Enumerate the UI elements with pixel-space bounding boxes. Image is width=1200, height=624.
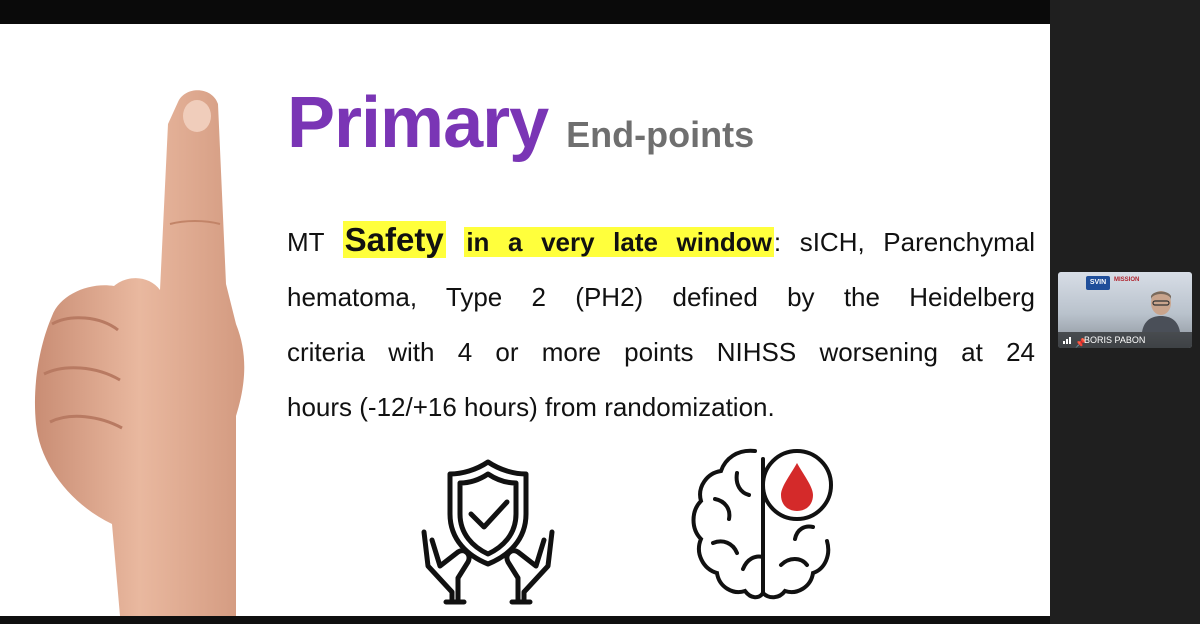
- body-line-1: [287, 212, 1035, 270]
- participant-name: BORIS PABON: [1084, 335, 1146, 345]
- body-line-4: hours (-12/+16 hours) from randomization.: [287, 392, 775, 422]
- top-bar: [0, 0, 1200, 24]
- safety-shield-hands-icon: [418, 456, 558, 606]
- body-text-mt: MT: [287, 227, 343, 257]
- brain-blood-drop-icon: [685, 429, 835, 609]
- title-endpoints: End-points: [566, 114, 755, 155]
- title-primary: Primary: [287, 83, 549, 163]
- slide-body-text: [287, 212, 1035, 435]
- highlight-safety: Safety: [344, 221, 444, 258]
- body-text-sich: : sICH, Parenchymal: [773, 227, 1036, 257]
- participant-name-bar: [1058, 332, 1192, 348]
- highlight-late-window: in a very late window: [466, 227, 772, 257]
- raised-index-finger-hand-image: [0, 24, 300, 616]
- svin-logo: SVIN: [1086, 276, 1110, 290]
- participant-avatar: [1138, 286, 1184, 332]
- mission-logo: MISSION: [1114, 277, 1140, 283]
- slide-title: [287, 82, 754, 164]
- bottom-strip: [0, 616, 1050, 624]
- body-line-2: hematoma, Type 2 (PH2) defined by the Heidelberg: [287, 282, 1035, 312]
- shared-slide: [0, 24, 1050, 616]
- pin-icon: 📌: [1075, 338, 1087, 348]
- signal-strength-icon: [1063, 336, 1073, 344]
- body-line-3: criteria with 4 or more points NIHSS worsening at 24: [287, 337, 1035, 367]
- participant-video-tile[interactable]: [1058, 272, 1192, 348]
